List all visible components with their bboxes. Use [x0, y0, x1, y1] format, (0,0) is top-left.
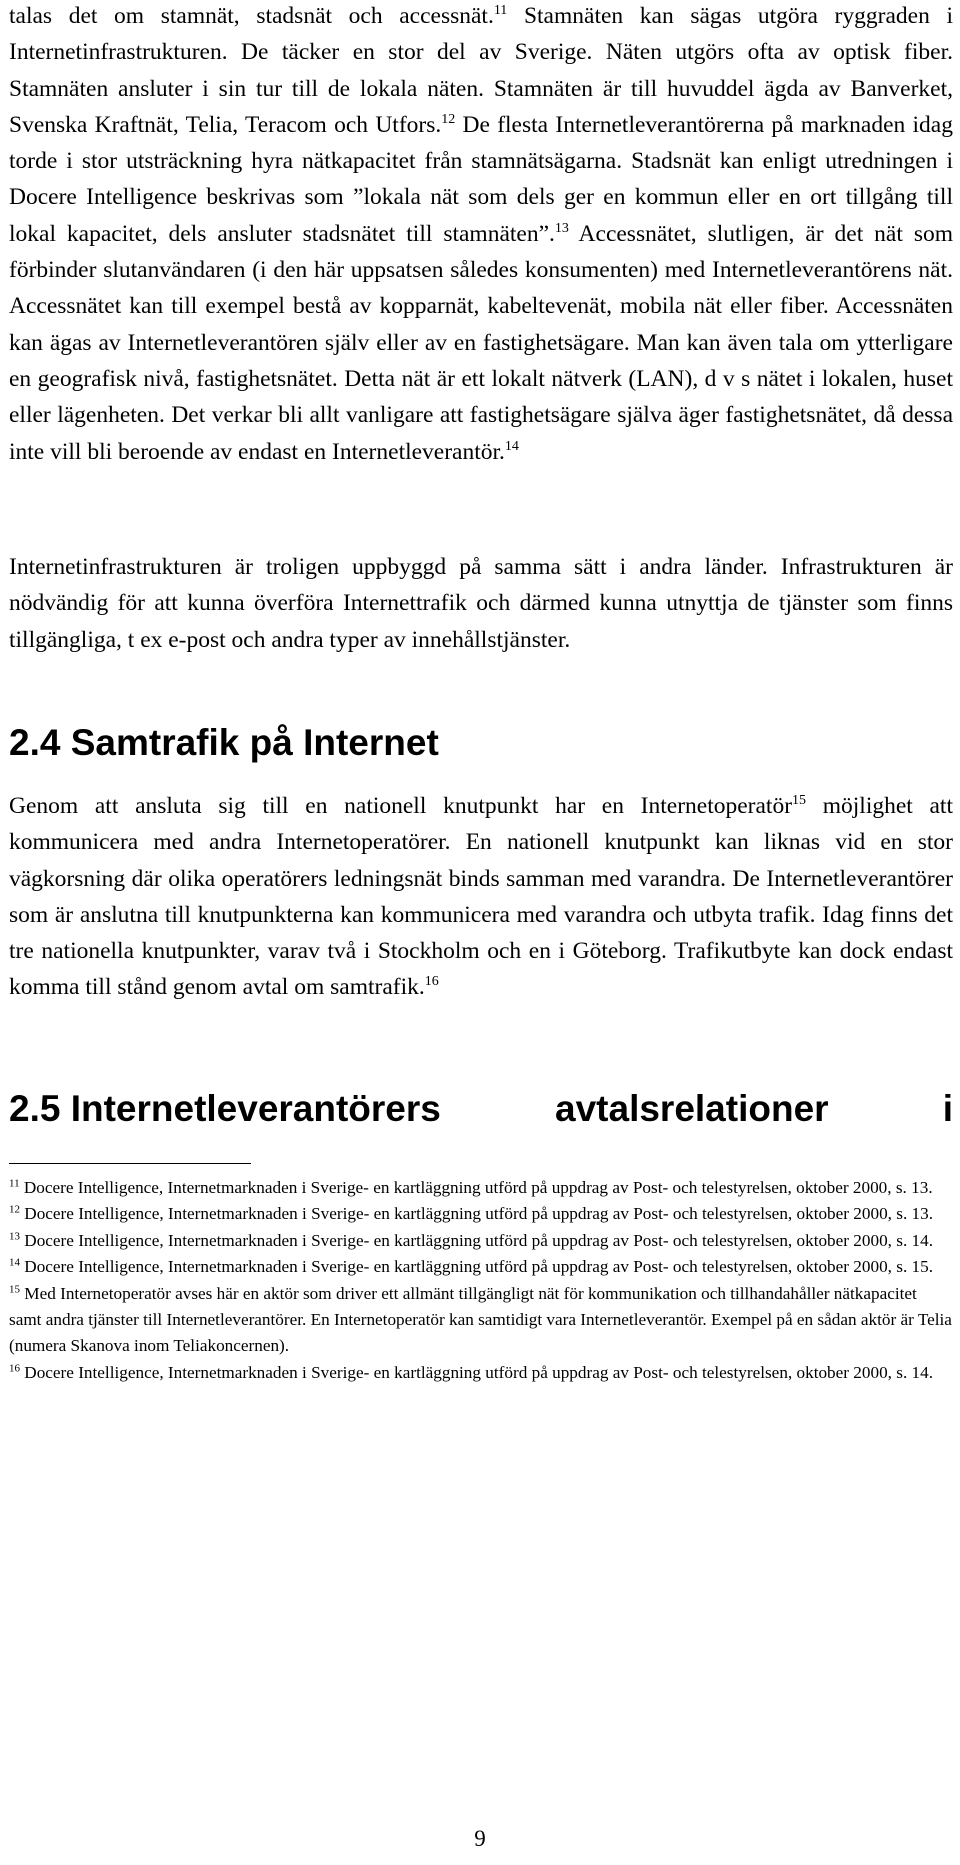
footnote-text: Docere Intelligence, Internetmarknaden i Sverige- en kartläggning utförd på uppdrag av Post- och telestyrelsen, oktober 2000, s. 13.: [19, 1178, 933, 1197]
footnote-text: Docere Intelligence, Internetmarknaden i Sverige- en kartläggning utförd på uppdrag av Post- och telestyrelsen, oktober 2000, s. 15.: [20, 1257, 934, 1277]
footnote-number: 11: [9, 1177, 20, 1190]
page-number: 9: [474, 1826, 486, 1851]
footnote-number: 12: [9, 1203, 20, 1216]
paragraph-network-levels: [9, 0, 953, 470]
footnote-number: 14: [9, 1256, 20, 1269]
paragraph-text: De flesta Internetleverantörerna på marknaden idag torde i stor utsträckning hyra nätkapacitet från stamnätsägarna. Stadsnät kan enligt utredningen i Docere Intelligence beskrivas som ”lokala nät som dels ger en kommun eller en ort tillgång till lokal kapacitet, dels ansluter stadsnätet till stamnäten”.: [9, 111, 953, 247]
footnote-12: [9, 1201, 953, 1227]
footnote-15: [9, 1281, 953, 1360]
footnote-ref-14[interactable]: 14: [504, 438, 519, 454]
paragraph-text: talas det om stamnät, stadsnät och accessnät.: [9, 3, 494, 29]
section-heading-2-4: 2.4 Samtrafik på Internet: [9, 722, 439, 763]
paragraph-text: Stamnäten kan sägas utgöra ryggraden i Internetinfrastrukturen. De täcker en stor del av Sverige. Näten utgörs ofta av optisk fiber. Stamnäten ansluter i sin tur till de lokala näten. Stamnäten är till huvuddel ägda av Banverket, Svenska Kraftnät, Telia, Teracom och Utfors.: [9, 3, 953, 138]
footnote-number: 13: [9, 1230, 20, 1243]
heading-word: avtalsrelationer: [555, 1088, 829, 1129]
paragraph-text: Accessnätet, slutligen, är det nät som förbinder slutanvändaren (i den här uppsatsen således konsumenten) med Internetleverantörens nät. Accessnätet kan till exempel bestå av kopparnät, kabeltevenät, mobila nät eller fiber. Accessnäten kan ägas av Internetleverantören själv eller av en fastighetsägare. Man kan även tala om ytterligare en geografisk nivå, fastighetsnätet. Detta nät är ett lokalt nätverk (LAN), d v s nätet i lokalen, huset eller lägenheten. Det verkar bli allt vanligare att fastighetsägare själva äger fastighetsnätet, då dessa inte vill bli beroende av endast en Internetleverantör.: [9, 220, 953, 465]
heading-word: 2.5 Internetleverantörers: [9, 1088, 441, 1129]
footnote-text: Docere Intelligence, Internetmarknaden i Sverige- en kartläggning utförd på uppdrag av Post- och telestyrelsen, oktober 2000, s. 14.: [20, 1230, 934, 1250]
footnote-ref-15[interactable]: 15: [792, 793, 807, 809]
footnotes: [9, 1175, 953, 1386]
footnote-13: [9, 1228, 953, 1254]
footnote-number: 15: [9, 1282, 20, 1295]
paragraph-text: Genom att ansluta sig till en nationell knutpunkt har en Internetoperatör: [9, 793, 793, 819]
footnote-ref-16[interactable]: 16: [424, 974, 439, 990]
footnote-text: Docere Intelligence, Internetmarknaden i Sverige- en kartläggning utförd på uppdrag av Post- och telestyrelsen, oktober 2000, s. 14.: [20, 1362, 934, 1382]
footnote-ref-11[interactable]: 11: [493, 3, 508, 19]
footnote-16: [9, 1360, 953, 1386]
footnote-ref-13[interactable]: 13: [554, 220, 569, 236]
footnote-14: [9, 1254, 953, 1280]
paragraph-samtrafik: [9, 788, 953, 1006]
footnote-11: [9, 1175, 953, 1201]
heading-word: i: [942, 1088, 953, 1129]
paragraph-infrastructure: Internetinfrastrukturen är troligen uppbyggd på samma sätt i andra länder. Infrastrukturen är nödvändig för att kunna överföra Internettrafik och därmed kunna utnyttja de tjänster som finns tillgängliga, t ex e-post och andra typer av innehållstjänster.: [9, 554, 953, 653]
footnote-separator: [9, 1163, 251, 1164]
paragraph-text: möjlighet att kommunicera med andra Internetoperatörer. En nationell knutpunkt kan liknas vid en stor vägkorsning där olika operatörers ledningsnät binds samman med varandra. De Internetleverantörer som är anslutna till knutpunkterna kan kommunicera med varandra och utbyta trafik. Idag finns det tre nationella knutpunkter, varav två i Stockholm och en i Göteborg. Trafikutbyte kan dock endast komma till stånd genom avtal om samtrafik.: [9, 793, 953, 1001]
section-heading-2-5: [9, 1088, 953, 1130]
footnote-text: Med Internetoperatör avses här en aktör som driver ett allmänt tillgängligt nät för kommunikation och tillhandahåller nätkapacitet samt andra tjänster till Internetleverantörer. En Internetoperatör kan samtidigt vara Internetleverantör. Exempel på en sådan aktör är Telia (numera Skanova inom Teliakoncernen).: [9, 1283, 952, 1356]
footnote-text: Docere Intelligence, Internetmarknaden i Sverige- en kartläggning utförd på uppdrag av Post- och telestyrelsen, oktober 2000, s. 13.: [20, 1204, 934, 1224]
footnote-ref-12[interactable]: 12: [441, 112, 456, 128]
footnote-number: 16: [9, 1362, 20, 1375]
